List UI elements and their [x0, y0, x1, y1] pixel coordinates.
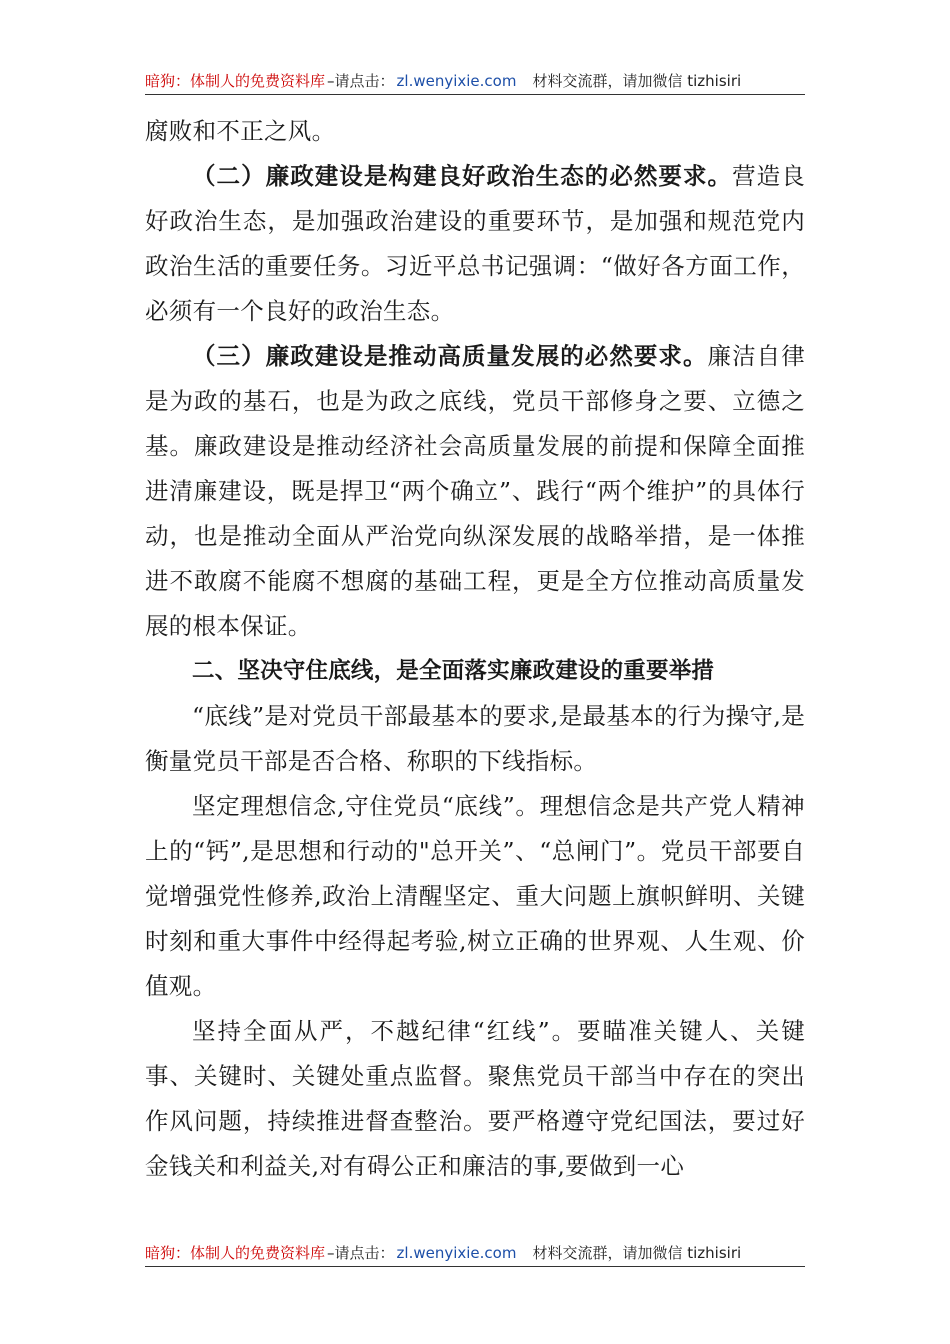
footer-site-label: 暗狗：体制人的免费资料库 — [145, 1244, 326, 1262]
footer-click-label: –请点击： — [327, 1244, 395, 1262]
paragraph-2 — [145, 334, 805, 649]
paragraph-0: 腐败和不正之风。 — [145, 117, 336, 145]
banner-click-label: –请点击： — [327, 72, 395, 90]
document-body — [145, 109, 805, 1189]
paragraph-5: 坚持全面从严，不越纪律“红线”。要瞄准关键人、关键事、关键时、关键处重点监督。聚焦党员干部当中存在的突出作风问题，持续推进督查整治。要严格遵守党纪国法，要过好金钱关和利益关,对有碍公正和廉洁的事,要做到一心 — [145, 1017, 805, 1180]
paragraph-2-lead: （三）廉政建设是推动高质量发展的必然要求。 — [192, 342, 708, 370]
paragraph-1-lead: （二）廉政建设是构建良好政治生态的必然要求。 — [192, 162, 733, 190]
header-banner — [145, 69, 805, 93]
banner-site-label: 暗狗：体制人的免费资料库 — [145, 72, 326, 90]
footer-group-label: 材料交流群，请加微信 tizhisiri — [532, 1244, 742, 1262]
paragraph-4: 坚定理想信念,守住党员“底线”。理想信念是共产党人精神上的“钙”,是思想和行动的"总开关”、“总闸门”。党员干部要自觉增强党性修养,政治上清醒坚定、重大问题上旗帜鲜明、关键时刻和重大事件中经得起考验,树立正确的世界观、人生观、价值观。 — [145, 792, 805, 1000]
header-divider — [145, 94, 805, 95]
footer-url-link[interactable]: zl.wenyixie.com — [396, 1244, 517, 1262]
banner-url-link[interactable]: zl.wenyixie.com — [396, 72, 517, 90]
paragraph-1 — [145, 154, 805, 334]
footer-divider — [145, 1266, 805, 1267]
paragraph-1-text: 营造良好政治生态，是加强政治建设的重要环节，是加强和规范党内政治生活的重要任务。习近平总书记强调：“做好各方面工作，必须有一个良好的政治生态。 — [145, 162, 805, 325]
paragraph-3: “底线”是对党员干部最基本的要求,是最基本的行为操守,是衡量党员干部是否合格、称职的下线指标。 — [145, 702, 805, 775]
section-heading-2: 二、坚决守住底线，是全面落实廉政建设的重要举措 — [192, 658, 715, 684]
banner-group-label: 材料交流群，请加微信 tizhisiri — [532, 72, 742, 90]
paragraph-2-text: 廉洁自律是为政的基石，也是为政之底线，党员干部修身之要、立德之基。廉政建设是推动经济社会高质量发展的前提和保障全面推进清廉建设，既是捍卫“两个确立”、践行“两个维护”的具体行动，也是推动全面从严治党向纵深发展的战略举措，是一体推进不敢腐不能腐不想腐的基础工程，更是全方位推动高质量发展的根本保证。 — [145, 342, 805, 640]
footer-banner — [145, 1241, 805, 1265]
